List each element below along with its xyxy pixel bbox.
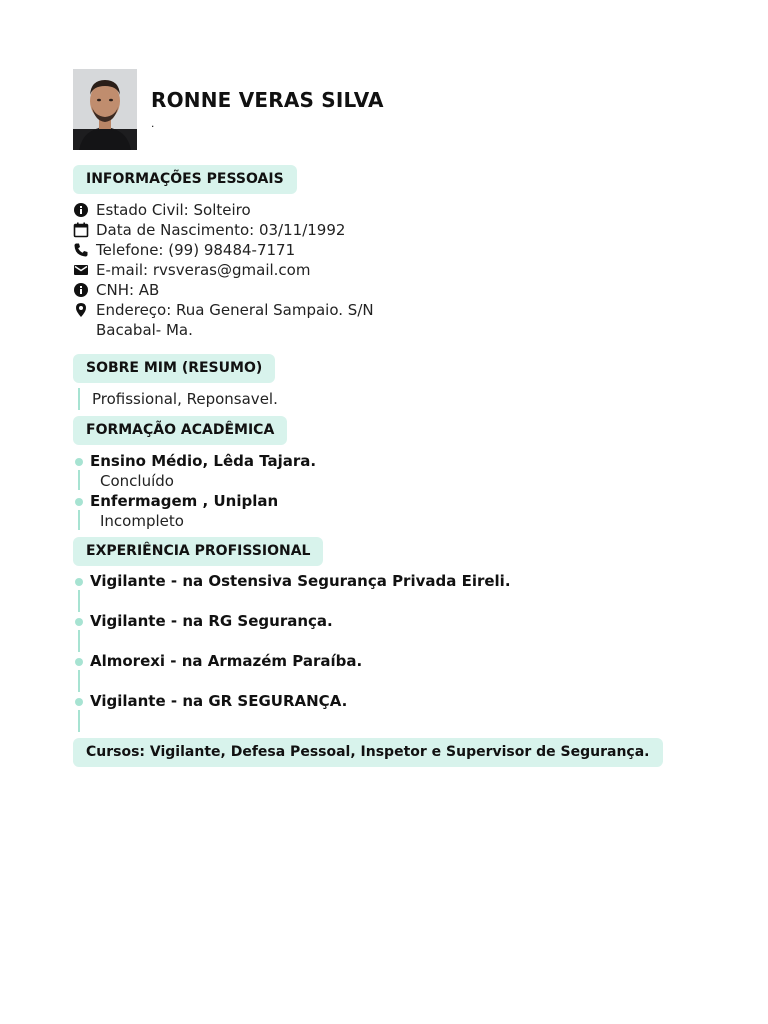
experience-line [78, 670, 80, 692]
education-line [78, 510, 80, 530]
info-email-text: E-mail: rvsveras@gmail.com [96, 261, 311, 279]
education-status: Incompleto [100, 512, 184, 530]
experience-bullet [75, 578, 83, 586]
experience-line [78, 630, 80, 652]
section-experience: EXPERIÊNCIA PROFISSIONAL [73, 537, 323, 566]
info-license-text: CNH: AB [96, 281, 160, 299]
education-title: Ensino Médio, Lêda Tajara. [90, 452, 317, 470]
header-subtitle: . [151, 116, 155, 130]
profile-photo [73, 69, 137, 150]
calendar-icon [73, 222, 89, 238]
info-license [73, 280, 159, 300]
phone-icon [73, 242, 89, 258]
section-education: FORMAÇÃO ACADÊMICA [73, 416, 287, 445]
section-personal-info: INFORMAÇÕES PESSOAIS [73, 165, 297, 194]
education-status: Concluído [100, 472, 174, 490]
education-line [78, 470, 80, 490]
location-icon [73, 302, 89, 318]
info-address [73, 300, 374, 320]
info-icon [73, 282, 89, 298]
info-phone [73, 240, 295, 260]
about-line [78, 388, 80, 410]
experience-item: Vigilante - na GR SEGURANÇA. [90, 692, 348, 710]
info-civil-status-text: Estado Civil: Solteiro [96, 201, 251, 219]
mail-icon [73, 262, 89, 278]
experience-line [78, 710, 80, 732]
experience-line [78, 590, 80, 612]
experience-item: Vigilante - na Ostensiva Segurança Privada Eireli. [90, 572, 511, 590]
experience-bullet [75, 618, 83, 626]
info-email [73, 260, 310, 280]
education-bullet [75, 498, 83, 506]
info-address-line2: Bacabal- Ma. [96, 321, 193, 339]
section-courses: Cursos: Vigilante, Defesa Pessoal, Inspetor e Supervisor de Segurança. [73, 738, 663, 767]
info-birth-date [73, 220, 345, 240]
info-civil-status [73, 200, 251, 220]
about-text: Profissional, Reponsavel. [92, 390, 278, 408]
experience-item: Almorexi - na Armazém Paraíba. [90, 652, 363, 670]
experience-bullet [75, 698, 83, 706]
info-address-text: Endereço: Rua General Sampaio. S/N [96, 301, 374, 319]
info-icon [73, 202, 89, 218]
experience-bullet [75, 658, 83, 666]
education-title: Enfermagem , Uniplan [90, 492, 279, 510]
section-about: SOBRE MIM (RESUMO) [73, 354, 275, 383]
education-bullet [75, 458, 83, 466]
candidate-name: RONNE VERAS SILVA [151, 88, 384, 112]
info-phone-text: Telefone: (99) 98484-7171 [96, 241, 296, 259]
info-birth-date-text: Data de Nascimento: 03/11/1992 [96, 221, 346, 239]
experience-item: Vigilante - na RG Segurança. [90, 612, 333, 630]
